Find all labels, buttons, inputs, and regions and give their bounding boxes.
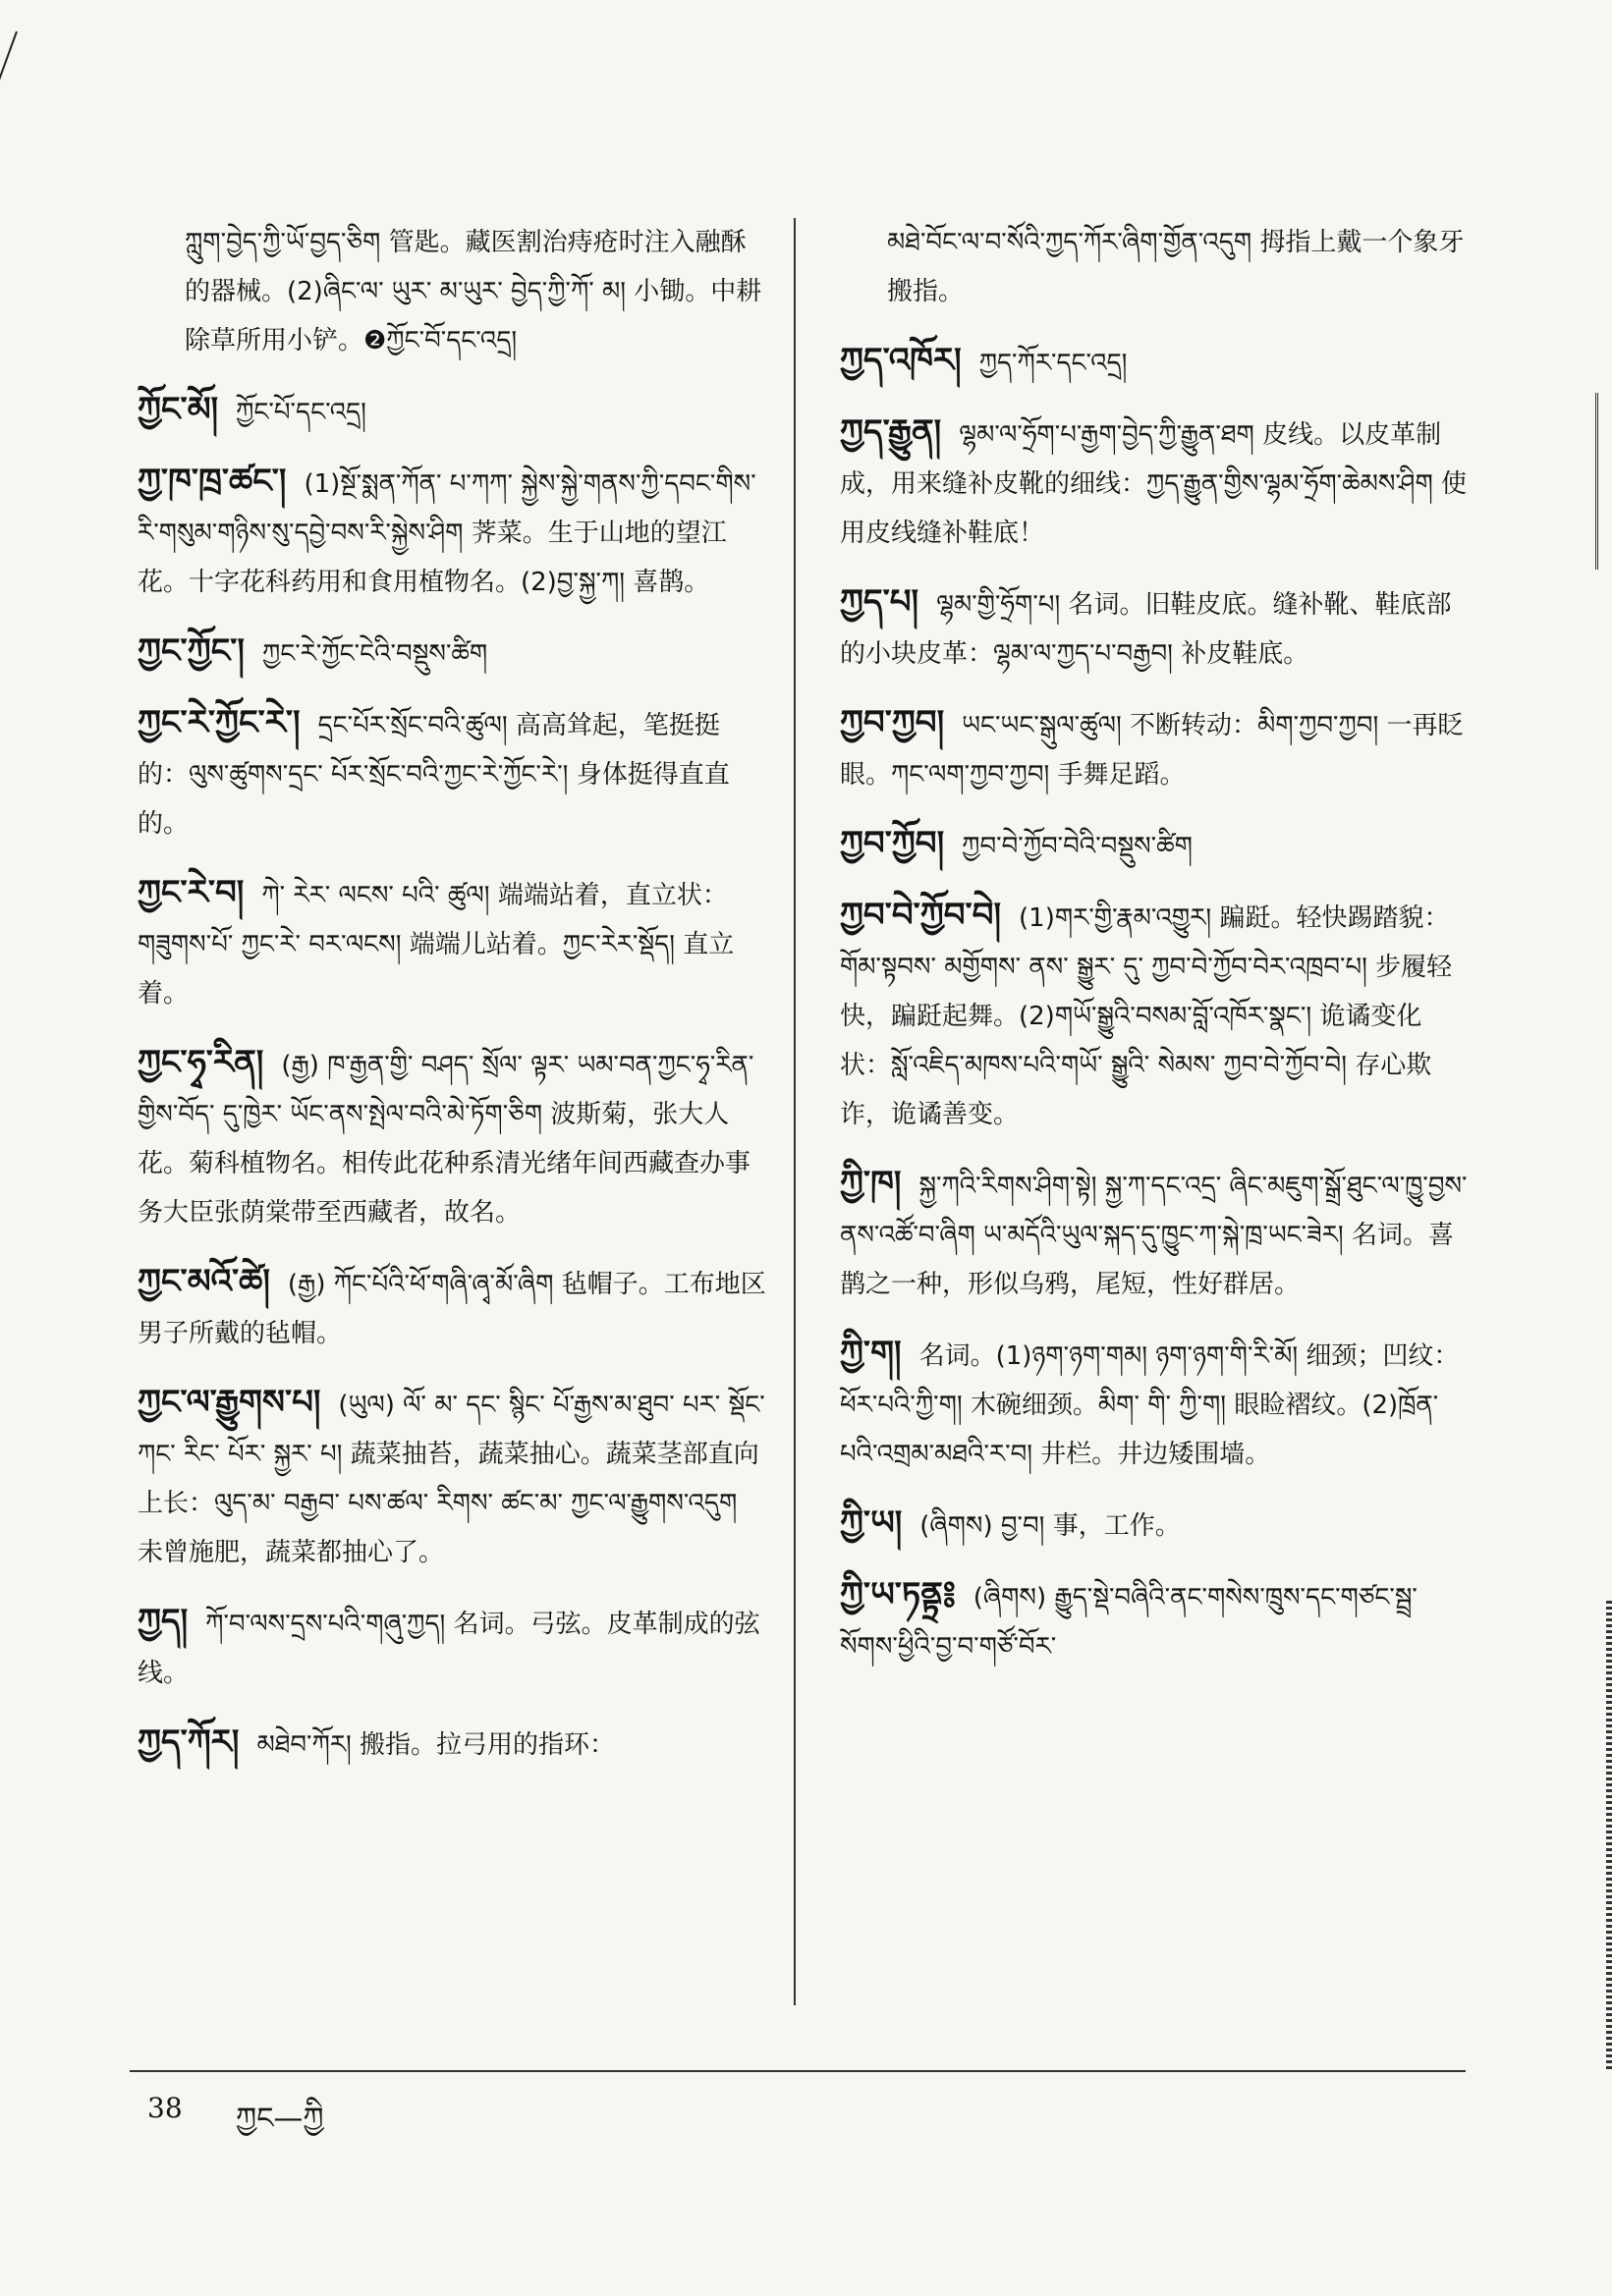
entry-headword: ཀྱི་ཁ།: [840, 1164, 902, 1203]
entry-definition: ཀྱང་རེ་ཀྱོང་ངེའི་བསྡུས་ཚིག: [261, 639, 488, 669]
entry-headword: ཀྱོང་མོ།: [138, 390, 219, 429]
entry-definition: ཀེ་ རེར་ ལངས་ པའི་ ཚུལ། 端端站着，直立状：གཟུགས་པོ་ ཀྱང་རེ་ བར་ལངས། 端端儿站着。ཀྱང་རེར་སྡོད། 直立着。: [138, 881, 735, 1009]
entry-definition: (རྒྱ) ཁ་རྒྱན་གྱི་ བཤད་ སྲོལ་ ལྟར་ ཡམ་བན་ཀྱང་ཧྭ་རིན་གྱིས་བོད་ དུ་ཁྱེར་ ཡོང་ནས་སྤེལ་བའི་མེ་ཏོག་ཅིག 波斯菊，张大人花。菊科植物名。相传此花种系清光绪年间西藏查办事务大臣张荫棠带至西藏者，故名。: [138, 1051, 754, 1228]
entry-definition: ཀྱབ་བེ་ཀྱོབ་བེའི་བསྡུས་ཚིག: [962, 832, 1193, 861]
entry-definition: (ཡུལ) ལོ་ མ་ དང་ སྙིང་ པོ་རྒྱས་མ་ཐུབ་ པར་ སྡོང་ཀང་ རིང་ པོར་ སྐྱར་ པ། 蔬菜抽苔，蔬菜抽心。蔬菜茎部直向上长：ལུད་མ་ བརྒྱབ་ པས་ཚལ་ རིགས་ ཚང་མ་ ཀྱང་ལ་རྒྱུགས་འདུག 未曾施肥，蔬菜都抽心了。: [138, 1391, 765, 1567]
entry-definition: མཐེ་བོང་ལ་བ་སོའི་ཀྱད་ཀོར་ཞིག་གྱོན་འདུག 拇指上戴一个象牙搬指。: [887, 228, 1465, 306]
entry-definition: 名词。(1)ཉག་ཉག་གམ། ཉག་ཉག་གི་རི་མོ། 细颈；凹纹：ཕོར་པའི་ཀྱི་ག། 木碗细颈。མིག་ གི་ ཀྱི་ག། 眼睑褶纹。(2)ཁྲོན་པའི་འགྲམ་མཐའི་ར་བ། 井栏。井边矮围墙。: [840, 1341, 1460, 1469]
dictionary-entry: [138, 1257, 766, 1358]
entry-definition: ལྷམ་ལ་ཧྲོག་པ་རྒྱག་བྱེད་ཀྱི་རྒྱུན་ཐག 皮线。以皮革制成，用来缝补皮靴的细线：ཀྱད་རྒྱུན་གྱིས་ལྷམ་ཧྲོག་ཆེམས་ཤིག 使用皮线缝补鞋底！: [840, 420, 1468, 548]
entry-definition: (རྒྱ) ཀོང་པོའི་ཕོ་གཞི་ཞྭ་མོ་ཞིག 毡帽子。工布地区男子所戴的毡帽。: [138, 1270, 766, 1348]
dictionary-entry: [138, 1038, 766, 1237]
entry-headword: ཀྱི་ཡ་ཏནྟྲ༔: [840, 1575, 956, 1614]
entry-headword: ཀྱབ་ཀྱབ།: [840, 703, 945, 742]
entry-headword: ཀྱད་འཁོར།: [840, 341, 962, 380]
entry-definition: ཡང་ཡང་སྒུལ་ཚུལ། 不断转动：མིག་ཀྱབ་ཀྱབ། 一再眨眼。ཀང་ལག་ཀྱབ་ཀྱབ། 手舞足蹈。: [840, 711, 1464, 790]
entry-definition: སྐྱ་ཀའི་རིགས་ཤིག་སྟེ། སྐྱ་ཀ་དང་འདྲ་ ཞིང་མཇུག་སྒྲོ་ཐུང་ལ་ཁྱུ་བྱས་ནས་འཚོ་བ་ཞིག ཡ་མདོའི་ཡུལ་སྐད་དུ་ཁྱུང་ཀ་སྐེ་ཁྲ་ཡང་ཟེར། 名词。喜鹊之一种，形似乌鸦，尾短，性好群居。: [840, 1172, 1468, 1299]
entry-headword: ཀྱང་རེ་བ།: [138, 873, 245, 912]
entry-definition: དྲང་པོར་སྲོང་བའི་ཚུལ། 高高耸起，笔挺挺的：ལུས་ཚུགས་དྲང་ པོར་སྲོང་བའི་ཀྱང་རེ་ཀྱོང་རེ་། 身体挺得直直的。: [138, 711, 730, 839]
dictionary-entry: [840, 891, 1469, 1139]
entry-definition: (ཞིགས) རྒྱུད་སྡེ་བཞིའི་ནང་གསེས་ཁྲུས་དང་གཙང་སྦྲ་སོགས་ཕྱིའི་བྱ་བ་གཙོ་བོར་: [840, 1583, 1417, 1662]
entry-headword: ཀྱང་ཀྱོང་།: [138, 631, 245, 671]
page-number: 38: [147, 2092, 183, 2124]
dictionary-entry: [840, 819, 1469, 871]
dictionary-entry: [840, 218, 1469, 316]
entry-headword: ཀྱང་ལ་རྒྱུགས་པ།: [138, 1383, 321, 1422]
entry-headword: ཀྱད་རྒྱུན།: [840, 412, 942, 452]
dictionary-entry: [840, 698, 1469, 799]
entry-headword: ཀྱི་ཡ།: [840, 1503, 903, 1543]
entry-headword: ཀྱབ་ཀྱོབ།: [840, 824, 945, 863]
left-column: [138, 218, 766, 1789]
dictionary-entry: [840, 577, 1469, 679]
dictionary-entry: [138, 1718, 766, 1770]
dictionary-entry: [138, 698, 766, 848]
entry-definition: (1)གར་གྱི་རྣམ་འགྱུར། 蹁跹。轻快踢踏貌：གོམ་སྟབས་ མགྱོགས་ ནས་ སྒྱུར་ དུ་ ཀྱབ་བེ་ཀྱོབ་བེར་འཁྲབ་པ། 步履轻快，蹁跹起舞。(2)གཡོ་སྒྱུའི་བསམ་བློ་འཁོར་སྣང་། 诡谲变化状：སློ་འཇིད་མཁས་པའི་གཡོ་ སྒྱུའི་ སེམས་ ཀྱབ་བེ་ཀྱོབ་བེ། 存心欺诈，诡谲善变。: [840, 903, 1453, 1129]
dictionary-entry: [138, 627, 766, 679]
running-head: ཀྱང—ཀྱི: [236, 2102, 324, 2136]
dictionary-entry: [138, 868, 766, 1018]
entry-definition: ལྷམ་གྱི་ཧྲོག་པ། 名词。旧鞋皮底。缝补靴、鞋底部的小块皮革：ལྷམ་ལ་ཀྱད་པ་བརྒྱབ། 补皮鞋底。: [840, 590, 1452, 669]
right-column: [840, 218, 1469, 1691]
edge-bar: [1606, 1601, 1612, 2072]
dictionary-entry: [840, 1570, 1469, 1671]
dictionary-entry: [138, 218, 766, 365]
edge-marks: [1595, 393, 1612, 570]
corner-mark: [0, 31, 18, 96]
dictionary-entry: [840, 1499, 1469, 1551]
entry-headword: ཀྱད།: [138, 1602, 189, 1641]
entry-definition: (1)སྔོ་སྨན་ཀོན་ པ་ཀཀ་ སྐྱེས་སྐྱེ་གནས་ཀྱི་དབང་གིས་རི་གསུམ་གཉིས་སུ་དབྱེ་བས་རི་སྐྱེས་ཤིག 荠菜。生于山地的望江花。十字花科药用和食用植物名。(2)བྱ་སྐྱ་ཀ། 喜鹊。: [138, 469, 756, 597]
entry-definition: ཀོ་བ་ལས་དྲས་པའི་གཞུ་ཀྱད། 名词。弓弦。皮革制成的弦线。: [138, 1610, 760, 1688]
entry-headword: ཀྱང་མའོ་ཚེ།: [138, 1262, 270, 1301]
entry-headword: ཀྱི་ག།: [840, 1334, 902, 1373]
dictionary-entry: [138, 1378, 766, 1577]
entry-headword: ཀྱད་ཀོར།: [138, 1722, 240, 1762]
entry-headword: ཀྱབ་བེ་ཀྱོབ་བེ།: [840, 896, 1002, 935]
entry-definition: (ཞིགས) བྱ་བ། 事，工作。: [919, 1511, 1181, 1541]
entry-headword: ཀྱ་ཁ་ཁྲ་ཚང་།: [138, 462, 287, 501]
dictionary-entry: [840, 408, 1469, 558]
dictionary-entry: [138, 1597, 766, 1698]
entry-definition: ཀྱོང་པོ་དང་འདྲ།: [236, 398, 366, 427]
entry-headword: ཀྱད་པ།: [840, 582, 919, 622]
entry-headword: ཀྱང་ཧྭ་རིན།: [138, 1043, 264, 1082]
column-divider: [794, 218, 796, 2005]
dictionary-entry: [138, 385, 766, 437]
entry-headword: ཀྱང་རེ་ཀྱོང་རེ་།: [138, 703, 301, 742]
entry-definition: ཀླུག་བྱེད་ཀྱི་ཡོ་བྱད་ཅིག 管匙。藏医割治痔疮时注入融酥的器械。(2)ཞིང་ལ་ ཡུར་ མ་ཡུར་ བྱེད་ཀྱི་ཀོ་ མ། 小锄。中耕除草所用小铲。❷ཀྱོང་བོ་དང་འདྲ།: [185, 228, 762, 355]
entry-definition: ཀྱད་ཀོར་དང་འདྲ།: [978, 349, 1128, 378]
footer-rule: [130, 2070, 1466, 2072]
entry-definition: མཐེབ་ཀོར། 搬指。拉弓用的指环：: [256, 1730, 616, 1760]
dictionary-entry: [840, 336, 1469, 388]
dictionary-entry: [840, 1329, 1469, 1479]
dictionary-entry: [840, 1159, 1469, 1309]
dictionary-entry: [138, 457, 766, 607]
